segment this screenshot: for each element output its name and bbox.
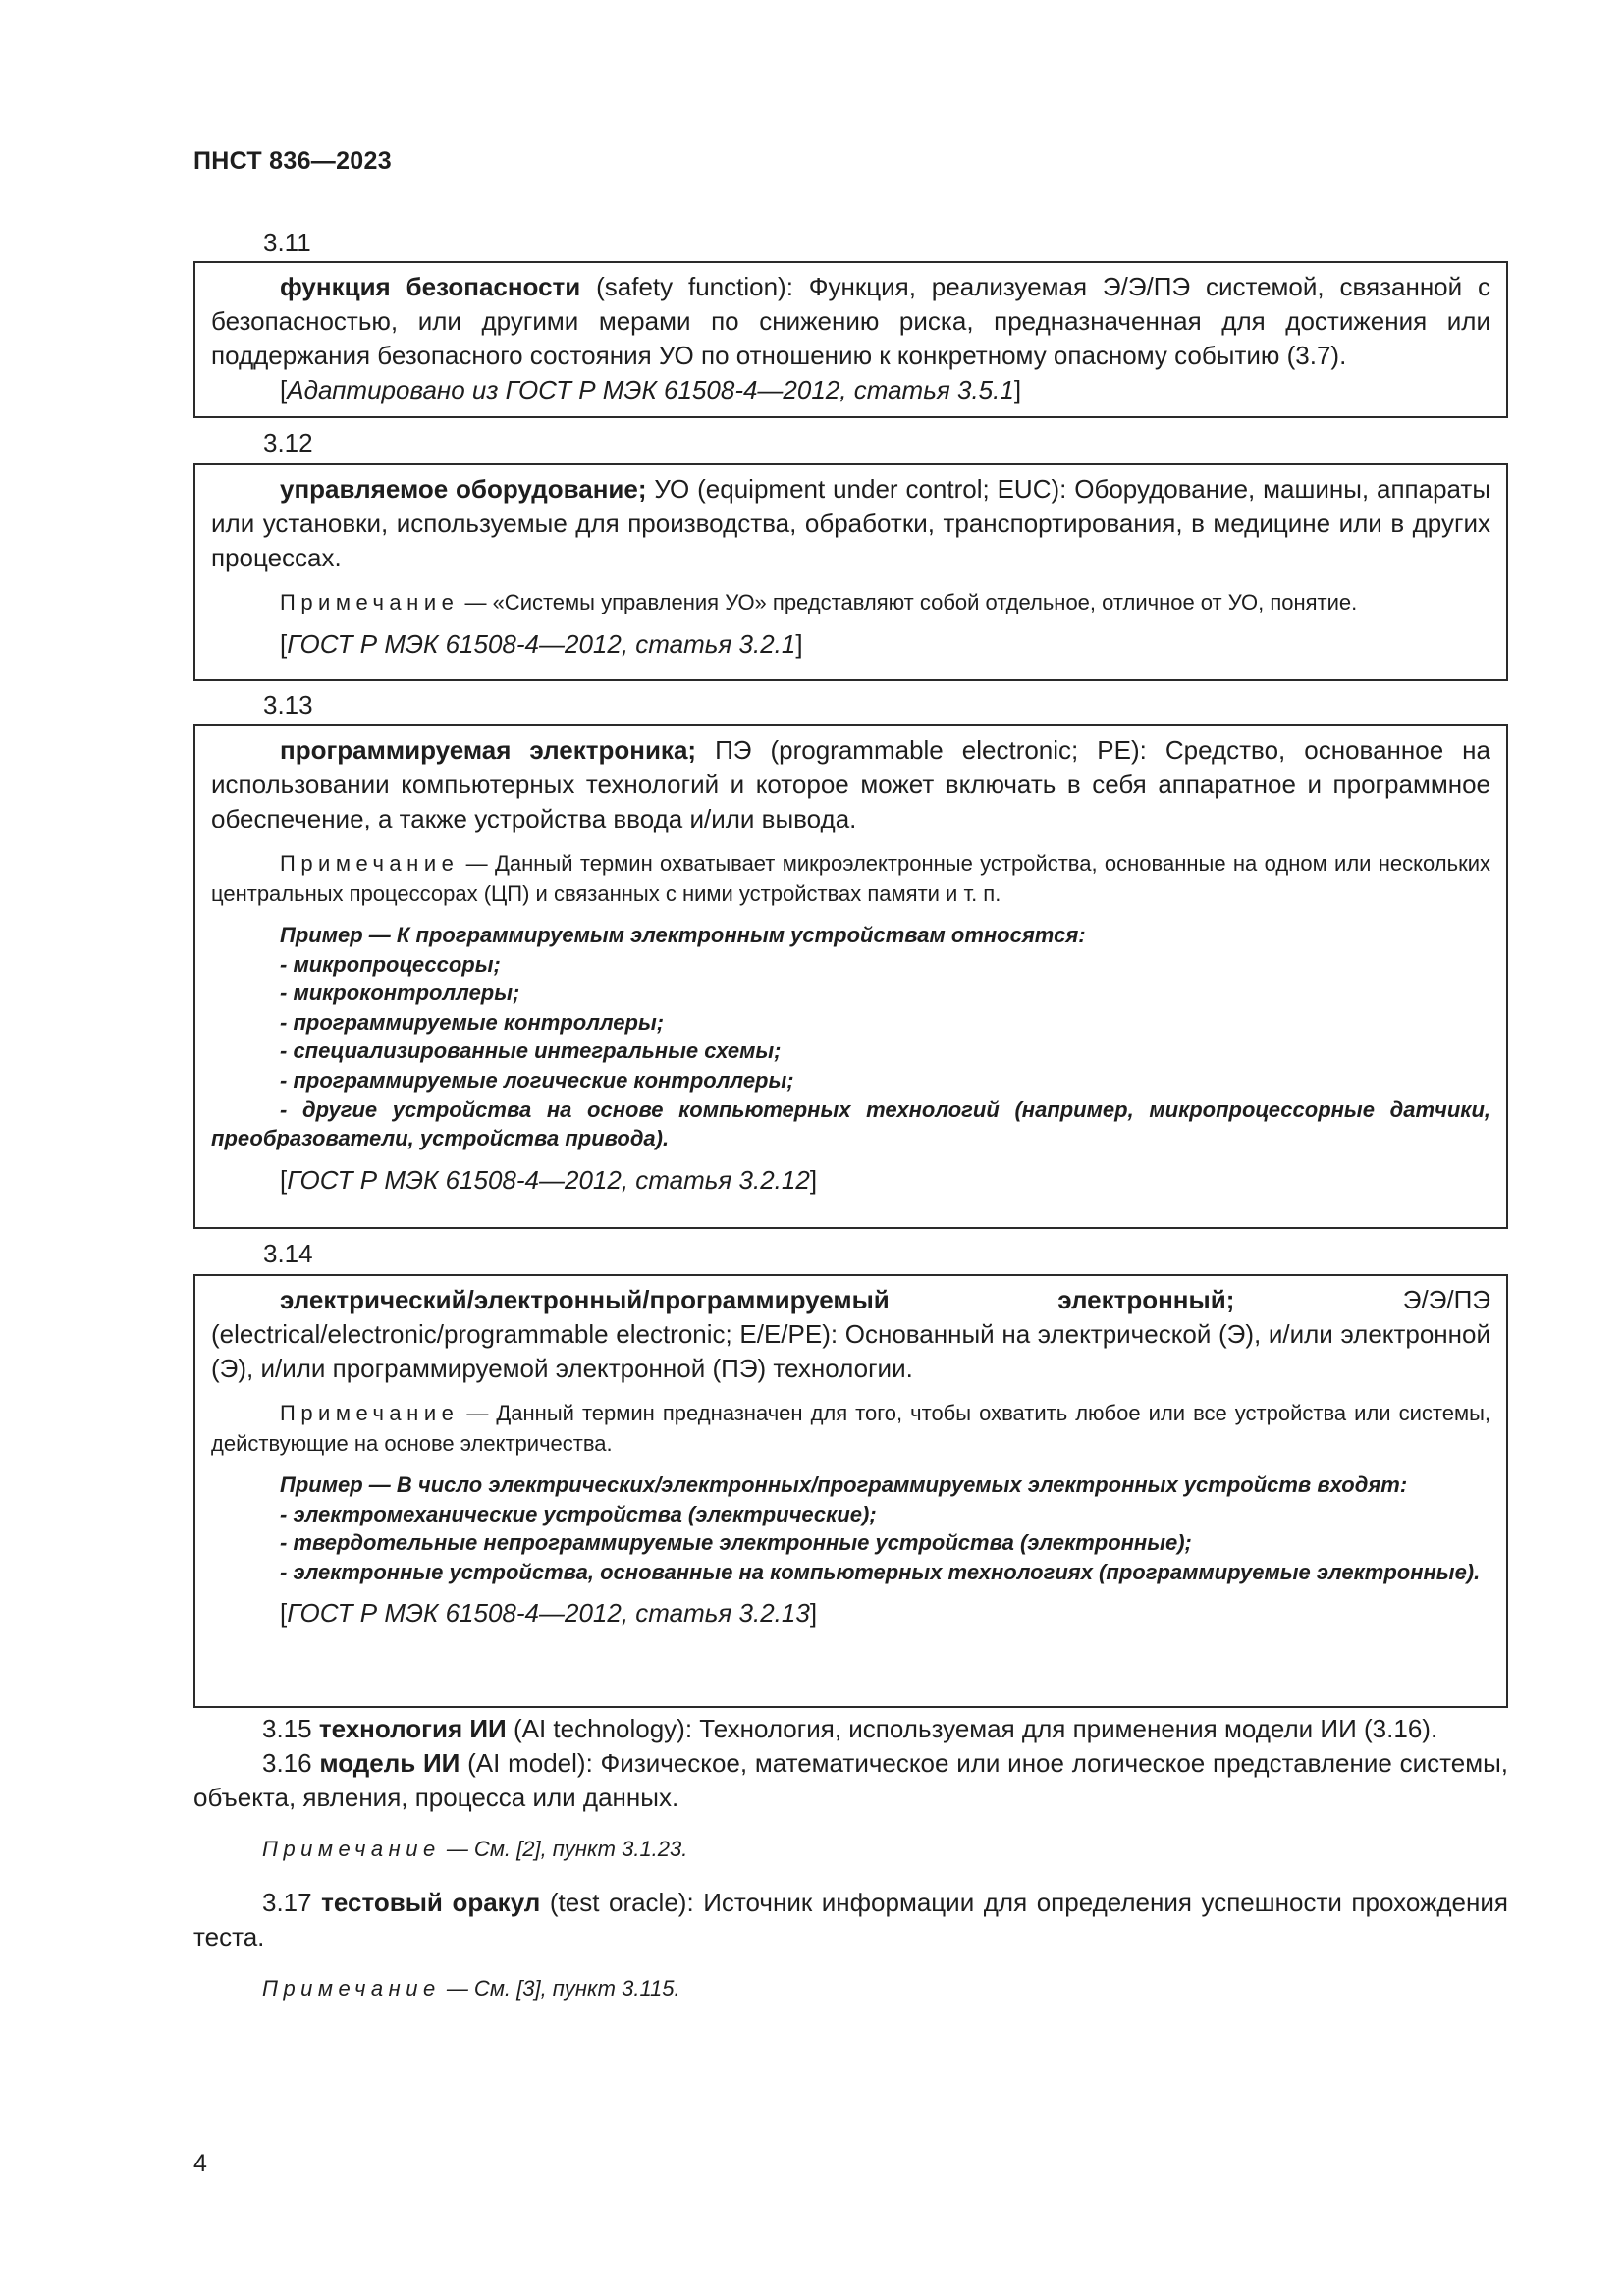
term-number: 3.17: [262, 1888, 312, 1917]
ref-bracket-open: [: [280, 375, 288, 404]
term-example: [211, 921, 1490, 1153]
example-heading: Пример — К программируемым электронным устройствам относятся:: [280, 923, 1086, 947]
term-note: [211, 1398, 1490, 1459]
terms-free-text: [193, 1712, 1508, 2002]
term-definition-text: (test oracle): Источник информации для определения успешности прохождения теста.: [193, 1888, 1508, 1951]
ref-bracket-open: [: [280, 629, 288, 659]
term-definition-text: (safety function): Функция, реализуемая Э/Э/ПЭ системой, связанной с безопасностью, или другими мерами по снижению риска, предназначенная для достижения или поддержания безопасного состояния УО по отношению к конкретному опасному событию (3.7).: [211, 272, 1490, 370]
term-definition-text: ПЭ (programmable electronic; PE): Средство, основанное на использовании компьютерных технологий и которое может включать в себя аппаратное и программное обеспечение, а также устройства ввода и/или вывода.: [211, 735, 1491, 833]
example-item: - электронные устройства, основанные на компьютерных технологиях (программируемые электронные).: [280, 1559, 1481, 1584]
note-label: Примечание: [262, 1837, 441, 1861]
term-note: [211, 587, 1490, 617]
term-definition: [211, 1283, 1490, 1386]
note-label: Примечание: [280, 1401, 460, 1425]
note-text: — «Системы управления УО» представляют собой отдельное, отличное от УО, понятие.: [459, 590, 1358, 614]
example-item: - программируемые логические контроллеры;: [280, 1067, 794, 1093]
ref-text: ГОСТ Р МЭК 61508-4—2012, статья 3.2.13: [287, 1598, 810, 1629]
term-name: функция безопасности: [280, 272, 581, 301]
term-number-3-14: 3.14: [263, 1239, 313, 1268]
ref-bracket-open: [: [280, 1598, 288, 1629]
term-number-3-12: 3.12: [263, 428, 313, 457]
term-box-3-12: [193, 463, 1508, 681]
example-item: - программируемые контроллеры;: [280, 1009, 665, 1035]
ref-bracket-close: ]: [795, 629, 803, 659]
example-item: - электромеханические устройства (электрические);: [280, 1501, 877, 1526]
note-label: Примечание: [262, 1976, 441, 2001]
term-note: [193, 1976, 1508, 2002]
example-item: - твердотельные непрограммируемые электронные устройства (электронные);: [280, 1530, 1192, 1556]
ref-bracket-close: ]: [809, 1598, 818, 1629]
term-definition: [211, 472, 1490, 575]
term-number-3-11: 3.11: [263, 228, 311, 257]
page-number: 4: [193, 2150, 207, 2177]
term-number-3-13: 3.13: [263, 690, 313, 720]
term-name: модель ИИ: [319, 1748, 460, 1778]
term-note: [211, 848, 1490, 909]
ref-text: ГОСТ Р МЭК 61508-4—2012, статья 3.2.1: [287, 629, 796, 659]
example-item: - специализированные интегральные схемы;: [280, 1039, 782, 1064]
document-header: ПНСТ 836—2023: [193, 147, 392, 175]
term-box-3-13: [193, 724, 1508, 1229]
note-text: — Данный термин охватывает микроэлектронные устройства, основанные на одном или нескольких центральных процессорах (ЦП) и связанных с ними устройствах памяти и т. п.: [211, 851, 1490, 906]
term-name: программируемая электроника;: [280, 735, 697, 765]
term-name: тестовый оракул: [321, 1888, 541, 1917]
note-text: — Данный термин предназначен для того, чтобы охватить любое или все устройства или системы, действующие на основе электричества.: [211, 1401, 1490, 1456]
note-text: — См. [2], пункт 3.1.23.: [440, 1837, 688, 1861]
example-item: - микропроцессоры;: [280, 951, 501, 977]
ref-text: ГОСТ Р МЭК 61508-4—2012, статья 3.2.12: [287, 1164, 810, 1195]
example-item: - другие устройства на основе компьютерных технологий (например, микропроцессорные датчики, преобразователи, устройства привода).: [211, 1096, 1490, 1151]
example-item: - микроконтроллеры;: [280, 981, 520, 1006]
term-definition-text: Э/Э/ПЭ (electrical/electronic/programmable electronic; E/E/PE): Основанный на электрической (Э), и/или электронной (Э), и/или программируемой электронной (ПЭ) технологии.: [211, 1285, 1491, 1383]
term-reference: [211, 1163, 1490, 1198]
term-number: 3.15: [262, 1714, 312, 1743]
term-box-3-11: [193, 261, 1508, 418]
term-3-15: [193, 1712, 1508, 1746]
term-box-3-14: [193, 1274, 1508, 1708]
ref-bracket-open: [: [280, 1164, 288, 1195]
ref-bracket-close: ]: [1013, 375, 1022, 404]
term-3-16: [193, 1746, 1508, 1815]
term-definition-text: (AI model): Физическое, математическое или иное логическое представление системы, объекта, явления, процесса или данных.: [193, 1748, 1508, 1812]
term-name: управляемое оборудование;: [280, 474, 647, 504]
term-3-17: [193, 1886, 1508, 1954]
term-definition: [211, 733, 1490, 836]
term-note: [193, 1837, 1508, 1862]
term-definition-text: УО (equipment under control; EUC): Оборудование, машины, аппараты или установки, используемые для производства, обработки, транспортирования, в медицине или в других процессах.: [211, 474, 1491, 572]
term-reference: [211, 627, 1490, 662]
term-reference: [211, 373, 1490, 407]
example-heading: Пример — В число электрических/электронных/программируемых электронных устройств входят:: [280, 1472, 1408, 1497]
term-definition-text: (AI technology): Технология, используемая для применения модели ИИ (3.16).: [506, 1714, 1438, 1743]
term-name: технология ИИ: [318, 1714, 507, 1743]
note-label: Примечание: [280, 590, 460, 614]
ref-text: Адаптировано из ГОСТ Р МЭК 61508-4—2012, статья 3.5.1: [287, 375, 1014, 404]
term-example: [211, 1470, 1490, 1586]
note-label: Примечание: [280, 851, 460, 876]
term-name: электрический/электронный/программируемый электронный;: [280, 1285, 1235, 1314]
ref-bracket-close: ]: [809, 1164, 818, 1195]
note-text: — См. [3], пункт 3.115.: [440, 1976, 680, 2001]
term-reference: [211, 1596, 1490, 1630]
term-definition: [211, 270, 1490, 373]
term-number: 3.16: [262, 1748, 312, 1778]
